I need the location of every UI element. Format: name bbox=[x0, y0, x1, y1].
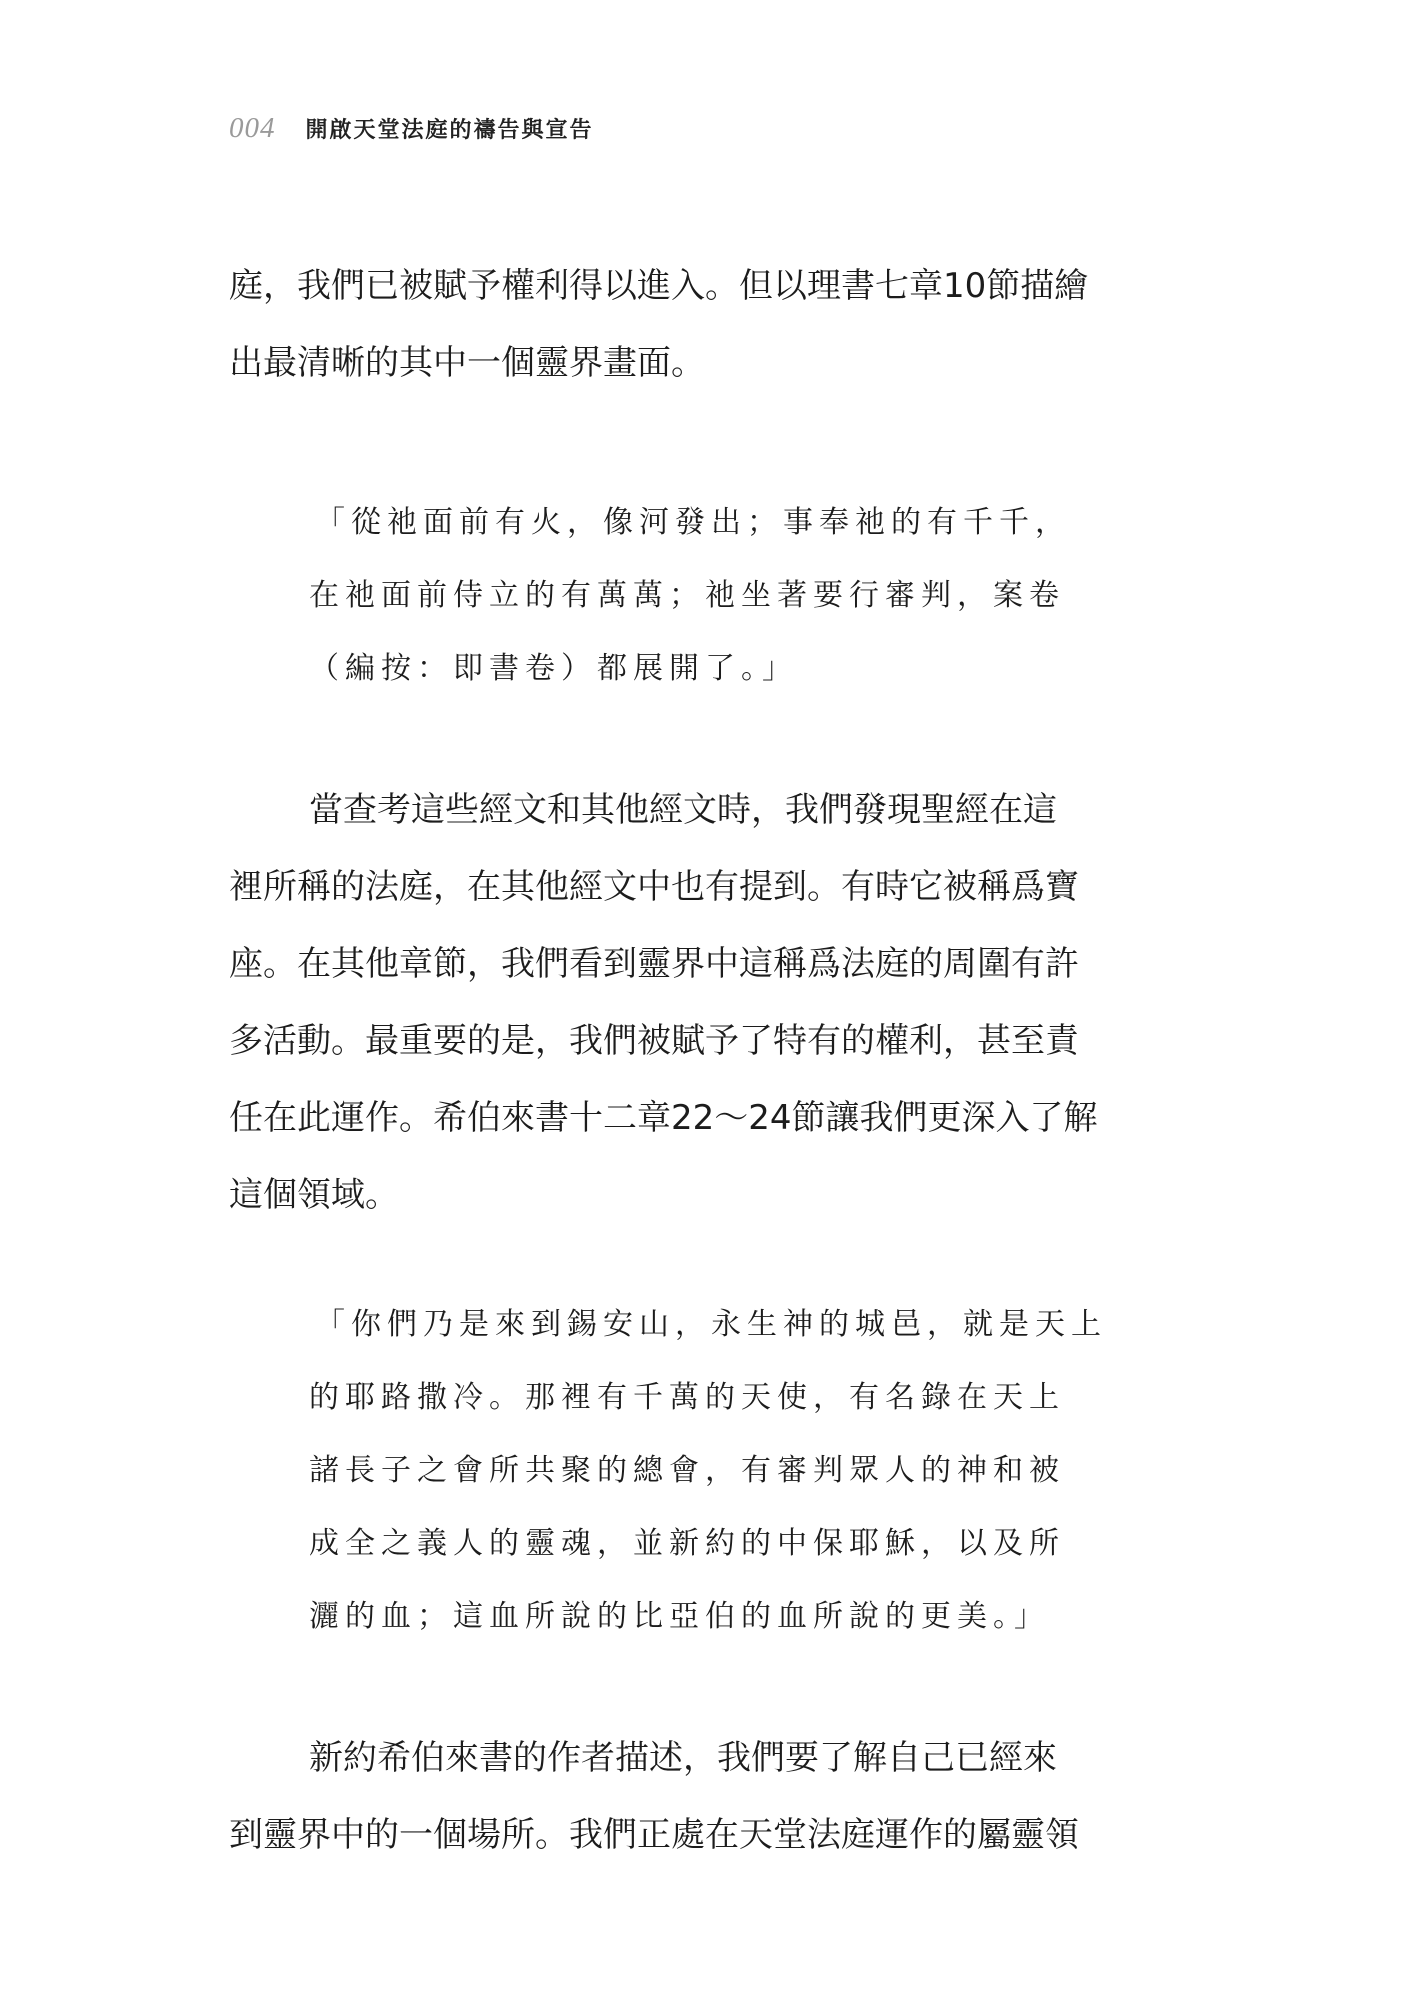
quote-line: 「你們乃是來到錫安山，永生神的城邑，就是天上 bbox=[315, 1307, 1107, 1342]
running-head bbox=[229, 112, 594, 152]
block-quote-1 bbox=[309, 486, 1129, 705]
quote-line: （編按：即書卷）都展開了。」 bbox=[309, 651, 798, 686]
paragraph-2 bbox=[229, 772, 1201, 1234]
running-head-title: 開啟天堂法庭的禱告與宣告 bbox=[305, 117, 594, 143]
page-number: 004 bbox=[229, 112, 276, 144]
quote-line: 在祂面前侍立的有萬萬；祂坐著要行審判，案卷 bbox=[309, 578, 1065, 613]
paragraph-3 bbox=[229, 1720, 1201, 1874]
quote-line: 灑的血；這血所說的比亞伯的血所說的更美。」 bbox=[309, 1599, 1050, 1634]
paragraph-line: 新約希伯來書的作者描述，我們要了解自己已經來 bbox=[309, 1738, 1057, 1778]
paragraph-line: 出最清晰的其中一個靈界畫面。 bbox=[229, 343, 705, 383]
paragraph-line: 裡所稱的法庭，在其他經文中也有提到。有時它被稱爲寶 bbox=[229, 867, 1079, 907]
paragraph-line: 庭，我們已被賦予權利得以進入。但以理書七章10節描繪 bbox=[229, 266, 1089, 306]
quote-line: 諸長子之會所共聚的總會，有審判眾人的神和被 bbox=[309, 1453, 1065, 1488]
paragraph-line: 多活動。最重要的是，我們被賦予了特有的權利，甚至責 bbox=[229, 1021, 1079, 1061]
paragraph-line: 這個領域。 bbox=[229, 1175, 399, 1215]
quote-line: 的耶路撒冷。那裡有千萬的天使，有名錄在天上 bbox=[309, 1380, 1065, 1415]
block-quote-2 bbox=[309, 1288, 1129, 1653]
paragraph-1 bbox=[229, 248, 1201, 402]
paragraph-line: 到靈界中的一個場所。我們正處在天堂法庭運作的屬靈領 bbox=[229, 1815, 1079, 1855]
paragraph-line: 任在此運作。希伯來書十二章22～24節讓我們更深入了解 bbox=[229, 1098, 1098, 1138]
paragraph-line: 當查考這些經文和其他經文時，我們發現聖經在這 bbox=[309, 790, 1057, 830]
quote-line: 成全之義人的靈魂，並新約的中保耶穌，以及所 bbox=[309, 1526, 1065, 1561]
paragraph-line: 座。在其他章節，我們看到靈界中這稱爲法庭的周圍有許 bbox=[229, 944, 1079, 984]
quote-line: 「從祂面前有火，像河發出；事奉祂的有千千， bbox=[315, 505, 1071, 540]
